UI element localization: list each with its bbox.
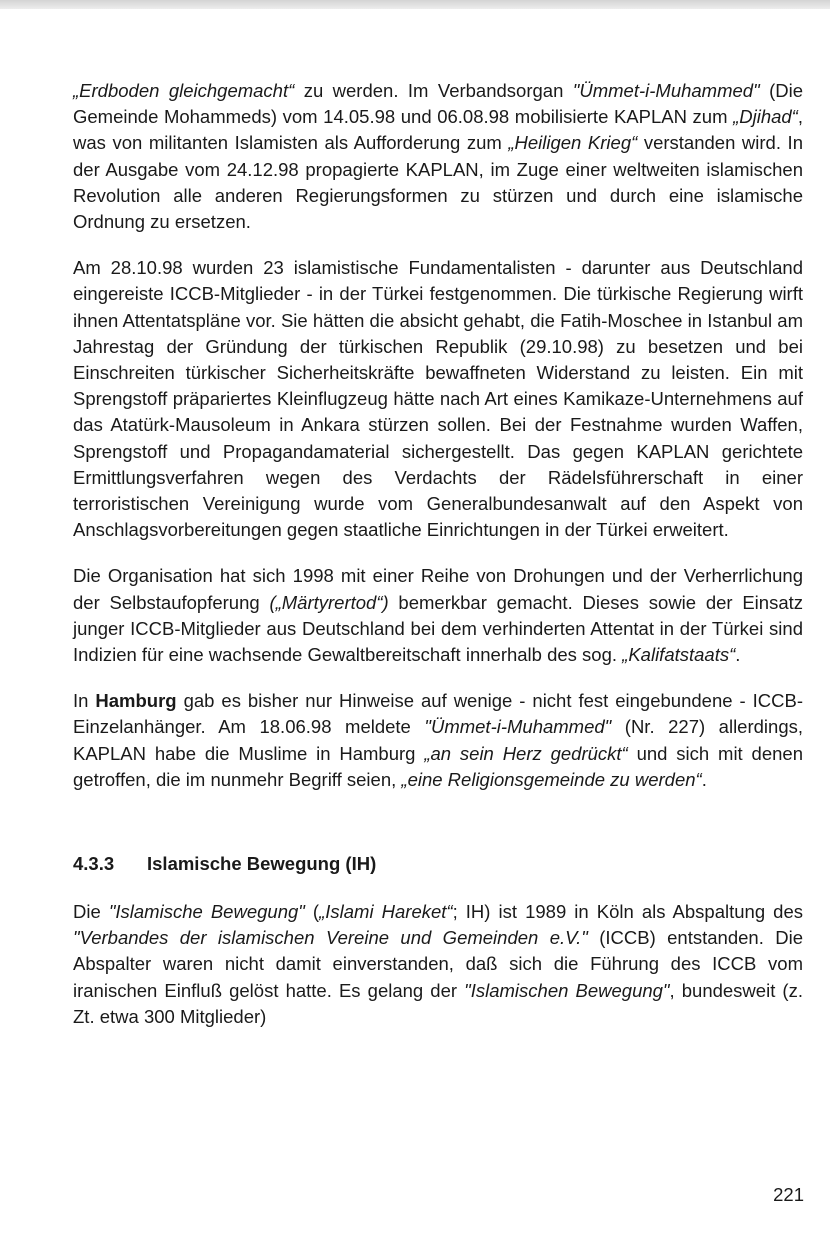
italic-quote: „Djihad“ xyxy=(733,106,798,128)
section-number: 4.3.3 xyxy=(73,853,115,875)
paragraph-5 xyxy=(73,899,803,1030)
italic-quote: "Verbandes der islamischen Vereine und Gemeinden e.V." xyxy=(73,927,588,949)
italic-quote: "Islamischen Bewegung" xyxy=(464,979,670,1001)
italic-quote: "Islamische Bewegung" xyxy=(108,901,305,923)
text-run: gab es bisher nur Hinweise auf wenige - nicht fest eingebundene - ICCB-Einzelanhänger. Am 18.06.98 meldete xyxy=(73,690,803,738)
paragraph-3 xyxy=(73,563,803,668)
text-run: . xyxy=(735,644,741,666)
text-run: Die Organisation hat sich 1998 mit einer Reihe von Drohungen und der Verherrlichung der Selbstaufopferung xyxy=(73,565,803,613)
bold-text: Hamburg xyxy=(95,690,177,712)
text-run: ; IH) ist 1989 in Köln als Abspaltung des xyxy=(452,901,804,923)
section-heading xyxy=(73,851,803,877)
italic-quote: „eine Religionsgemeinde zu werden“ xyxy=(401,768,702,790)
text-run: verstanden wird. In der Ausgabe vom 24.12.98 propagierte KAPLAN, im Zuge einer weltweiten islamischen Revolution alle anderen Regierungsformen zu stürzen und durch eine islamische Ordnung zu ersetzen. xyxy=(73,132,803,233)
text-run: ( xyxy=(304,901,320,923)
text-run: In xyxy=(73,690,96,712)
text-run: (Die Gemeinde Mohammeds) vom 14.05.98 und 06.08.98 mobilisierte KAPLAN zum xyxy=(73,80,803,128)
section-title: Islamische Bewegung (IH) xyxy=(147,853,377,875)
text-run: und sich mit denen getroffen, die im nunmehr Begriff seien, xyxy=(73,742,803,790)
italic-quote: „Kalifatstaats“ xyxy=(622,644,736,666)
italic-quote: „Heiligen Krieg“ xyxy=(508,132,638,154)
text-run: (Nr. 227) allerdings, KAPLAN habe die Muslime in Hamburg xyxy=(73,716,804,764)
text-run: . xyxy=(701,768,707,790)
text-run: , bundesweit (z. Zt. etwa 300 Mitglieder) xyxy=(73,979,803,1027)
italic-quote: „an sein Herz gedrückt“ xyxy=(424,742,628,764)
text-run: Die xyxy=(73,901,109,923)
text-run: bemerkbar gemacht. Dieses sowie der Einsatz junger ICCB-Mitglieder aus Deutschland bei dem verhinderten Attentat in der Türkei sind Indizien für eine wachsende Gewaltbereitschaft innerhalb des sog. xyxy=(73,591,803,666)
text-run: (ICCB) entstanden. Die Abspalter waren nicht damit einverstanden, daß sich die Führung des ICCB vom iranischen Einfluß gelöst hatte. Es gelang der xyxy=(73,927,803,1001)
text-run: zu werden. Im Verbandsorgan xyxy=(294,80,573,101)
page-number: 221 xyxy=(773,1184,804,1205)
text-run: Am 28.10.98 wurden 23 islamistische Fundamentalisten - darunter aus Deutschland eingereiste ICCB-Mitglieder - in der Türkei festgenommen. Die türkische Regierung wirft ihnen Attentatspläne vor. Sie hätten die absicht gehabt, die Fatih-Moschee in Istanbul am Jahrestag der Gründung der türkischen Republik (29.10.98) zu besetzen und bei Einschreiten türkischer Sicherheitskräfte bewaffneten Widerstand zu leisten. Ein mit Sprengstoff präpariertes Kleinflugzeug hätte nach Art eines Kamikaze-Unternehmens auf das Atatürk-Mausoleum in Ankara stürzen sollen. Bei der Festnahme wurden Waffen, Sprengstoff und Propagandamaterial sichergestellt. Das gegen KAPLAN gerichtete Ermittlungsverfahren wegen des Verdachts der Rädelsführerschaft in einer terroristischen Vereinigung wurde vom Generalbundesanwalt auf den Aspekt von Anschlagsvorbereitungen gegen staatliche Einrichtungen in der Türkei erweitert. xyxy=(73,257,803,541)
paragraph-1 xyxy=(73,78,803,235)
text-run: , was von militanten Islamisten als Aufforderung zum xyxy=(73,106,803,154)
paragraph-2 xyxy=(73,255,803,543)
paragraph-4 xyxy=(73,688,803,793)
italic-quote: „Erdboden gleichgemacht“ xyxy=(73,80,295,101)
italic-quote: "Ümmet-i-Muhammed" xyxy=(424,716,612,738)
italic-quote: „Islami Hareket“ xyxy=(319,901,453,923)
page-body xyxy=(73,78,803,1030)
italic-quote: "Ümmet-i-Muhammed" xyxy=(572,80,760,101)
scan-top-edge xyxy=(0,0,830,9)
italic-quote: („Märtyrertod“) xyxy=(269,591,389,613)
